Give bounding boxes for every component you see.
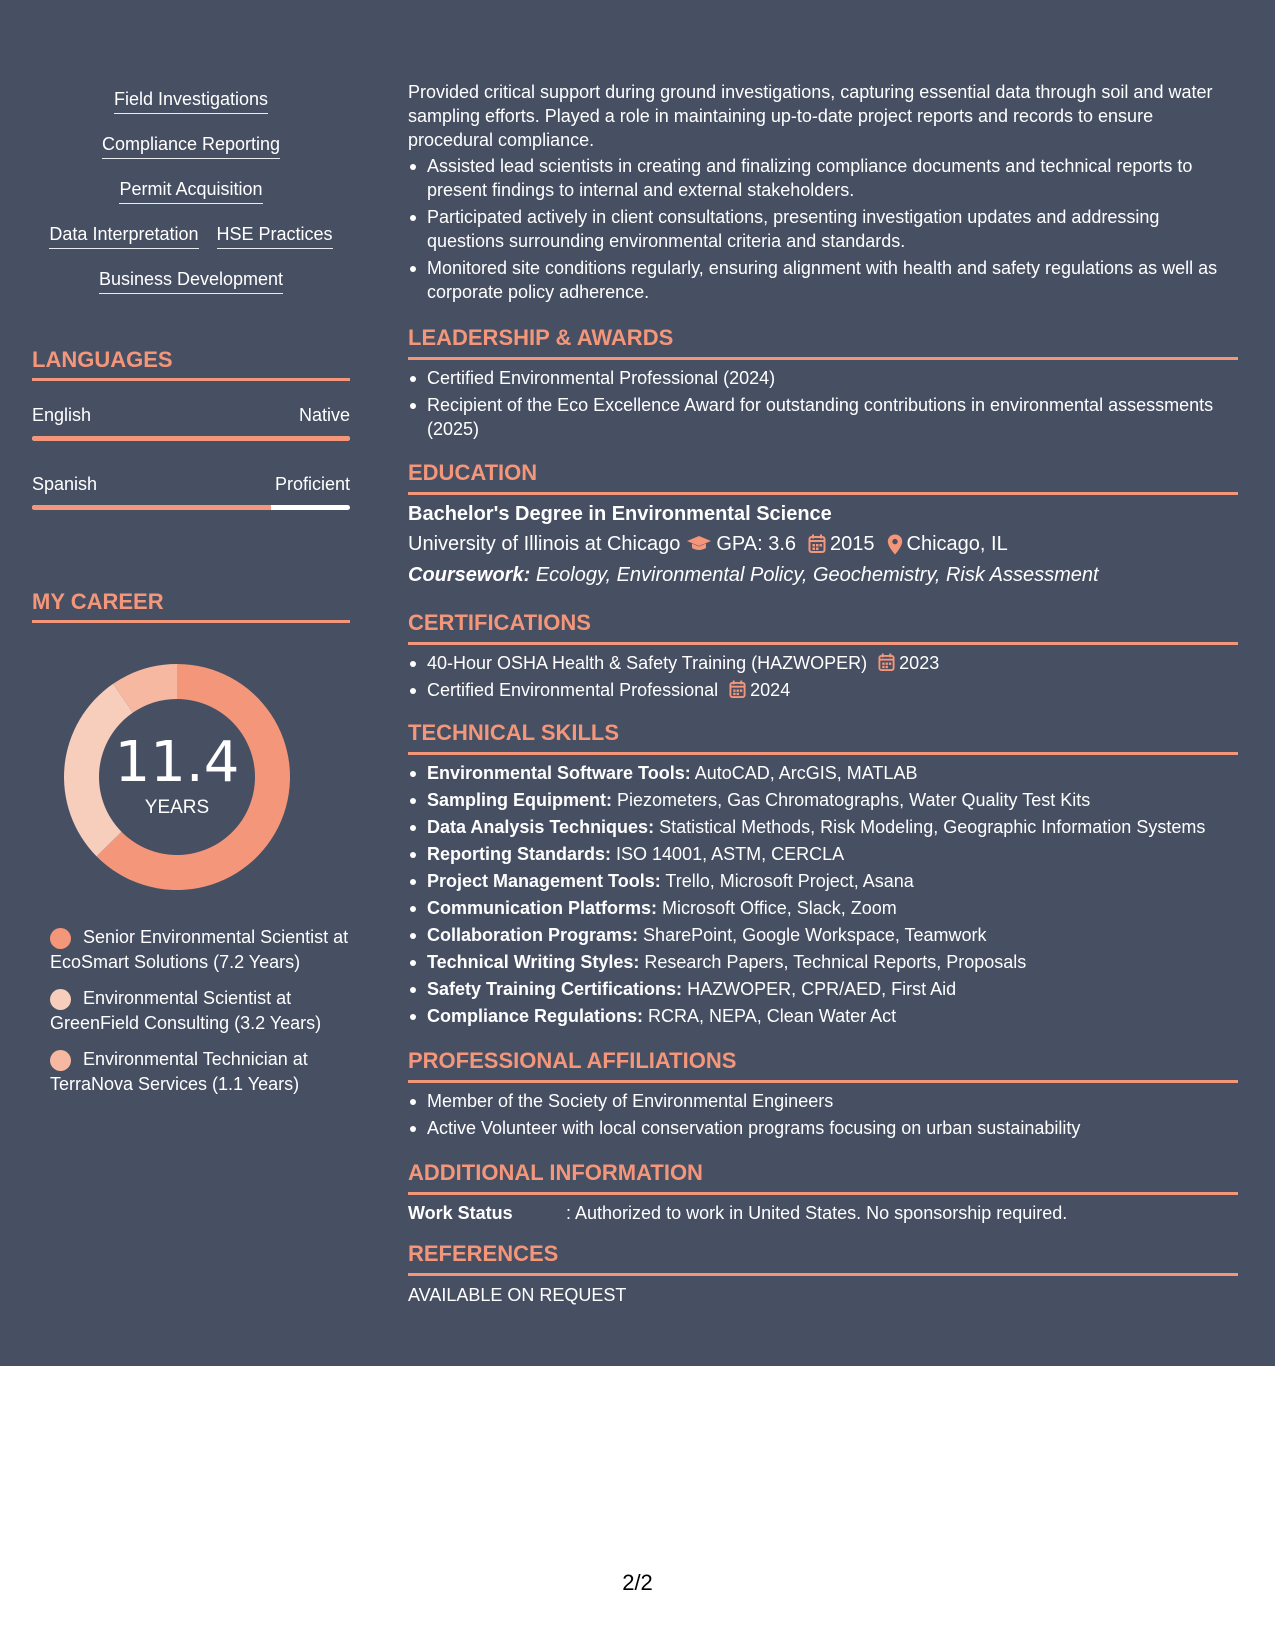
leadership-heading: LEADERSHIP & AWARDS [408, 325, 1238, 360]
education-year: 2015 [830, 533, 875, 555]
work-status [408, 1201, 1067, 1225]
technical-skill-item [408, 977, 1238, 1001]
career-donut-center [64, 664, 290, 890]
education-heading: EDUCATION [408, 460, 1238, 495]
technical-skill-item [408, 923, 1238, 947]
certification-name: 40-Hour OSHA Health & Safety Training (HAZWOPER) [427, 653, 868, 673]
education-degree: Bachelor's Degree in Environmental Science [408, 503, 832, 525]
experience-bullets [408, 154, 1238, 307]
references-text: AVAILABLE ON REQUEST [408, 1285, 627, 1305]
career-heading: MY CAREER [32, 589, 350, 623]
skill-label: Sampling Equipment: [427, 790, 613, 810]
career-item [50, 986, 350, 1035]
list-item: Recipient of the Eco Excellence Award for outstanding contributions in environmental assessments (2025) [408, 393, 1238, 441]
skill-tag: Business Development [99, 268, 283, 294]
affiliations-heading: PROFESSIONAL AFFILIATIONS [408, 1048, 1238, 1083]
language-level: Native [298, 405, 350, 425]
skill-value: RCRA, NEPA, Clean Water Act [648, 1006, 897, 1026]
skill-value: AutoCAD, ArcGIS, MATLAB [694, 763, 918, 783]
coursework-label: Coursework: [408, 564, 531, 586]
education-details [408, 531, 1008, 557]
career-donut [64, 664, 290, 890]
skill-tag: Field Investigations [114, 88, 268, 114]
languages-heading: LANGUAGES [32, 347, 350, 381]
career-dot [50, 1050, 71, 1071]
technical-skill-item [408, 842, 1238, 866]
language-english [32, 404, 350, 441]
skill-label: Reporting Standards: [427, 844, 612, 864]
language-name: Spanish [32, 474, 98, 494]
technical-skill-item [408, 788, 1238, 812]
language-level: Proficient [274, 474, 350, 494]
skill-value: Statistical Methods, Risk Modeling, Geographic Information Systems [659, 817, 1206, 837]
skill-label: Communication Platforms: [427, 898, 658, 918]
certifications-list [408, 651, 1238, 705]
skill-tag: Data Interpretation [49, 223, 198, 249]
skill-value: SharePoint, Google Workspace, Teamwork [643, 925, 987, 945]
language-bar-fill [32, 436, 350, 441]
education-school: University of Illinois at Chicago [408, 533, 681, 555]
skill-value: HAZWOPER, CPR/AED, First Aid [687, 979, 957, 999]
skill-row [32, 88, 350, 114]
career-total-unit: YEARS [144, 797, 210, 818]
skill-tag: HSE Practices [217, 223, 333, 249]
skill-tag: Compliance Reporting [102, 133, 280, 159]
certification-item [408, 678, 1238, 702]
language-bar [32, 436, 350, 441]
list-item: Certified Environmental Professional (2024) [408, 366, 1238, 390]
coursework-value: Ecology, Environmental Policy, Geochemistry, Risk Assessment [535, 564, 1099, 586]
list-item: Participated actively in client consultations, presenting investigation updates and addressing questions surrounding environmental criteria and standards. [408, 205, 1238, 253]
skill-row [32, 268, 350, 294]
language-name: English [32, 405, 92, 425]
certification-year: 2023 [899, 653, 940, 673]
skill-value: ISO 14001, ASTM, CERCLA [616, 844, 845, 864]
skill-value: Trello, Microsoft Project, Asana [665, 871, 914, 891]
graduation-cap-icon [686, 535, 712, 553]
technical-skill-item [408, 869, 1238, 893]
certification-item [408, 651, 1238, 675]
language-bar [32, 505, 350, 510]
career-item-text: Environmental Technician at TerraNova Services (1.1 Years) [50, 1049, 308, 1094]
career-dot [50, 928, 71, 949]
certification-name: Certified Environmental Professional [427, 680, 719, 700]
education-coursework [408, 562, 1099, 588]
career-total-years: 11.4 [114, 730, 240, 795]
skill-tag: Permit Acquisition [119, 178, 262, 204]
skill-label: Environmental Software Tools: [427, 763, 691, 783]
technical-skills-list [408, 761, 1238, 1031]
education-gpa: GPA: 3.6 [716, 533, 797, 555]
experience-summary: Provided critical support during ground investigations, capturing essential data through soil and water sampling efforts. Played a role in maintaining up-to-date project reports and records to ensure procedural compliance. [408, 82, 1213, 150]
leadership-list [408, 366, 1238, 444]
affiliations-list [408, 1089, 1238, 1143]
references-heading: REFERENCES [408, 1241, 1238, 1276]
career-legend [50, 925, 350, 1108]
list-item: Member of the Society of Environmental Engineers [408, 1089, 1238, 1113]
career-item [50, 1047, 350, 1096]
technical-skills-heading: TECHNICAL SKILLS [408, 720, 1238, 755]
calendar-icon [729, 680, 746, 699]
additional-info-heading: ADDITIONAL INFORMATION [408, 1160, 1238, 1195]
calendar-icon [878, 653, 895, 672]
skill-value: Piezometers, Gas Chromatographs, Water Quality Test Kits [617, 790, 1091, 810]
skill-label: Project Management Tools: [427, 871, 661, 891]
main-content [408, 0, 1238, 1366]
language-spanish [32, 473, 350, 510]
skill-row [32, 178, 350, 204]
certifications-heading: CERTIFICATIONS [408, 610, 1238, 645]
technical-skill-item [408, 950, 1238, 974]
work-status-value: : Authorized to work in United States. No sponsorship required. [566, 1203, 1068, 1223]
location-pin-icon [887, 534, 903, 555]
skill-value: Research Papers, Technical Reports, Proposals [644, 952, 1027, 972]
list-item: Active Volunteer with local conservation programs focusing on urban sustainability [408, 1116, 1238, 1140]
technical-skill-item [408, 761, 1238, 785]
technical-skill-item [408, 896, 1238, 920]
career-item [50, 925, 350, 974]
career-item-text: Senior Environmental Scientist at EcoSmart Solutions (7.2 Years) [50, 927, 349, 972]
skill-label: Safety Training Certifications: [427, 979, 683, 999]
calendar-icon [808, 534, 826, 554]
technical-skill-item [408, 1004, 1238, 1028]
career-dot [50, 989, 71, 1010]
page-number: 2/2 [622, 1570, 653, 1595]
skill-label: Data Analysis Techniques: [427, 817, 655, 837]
work-status-label: Work Status [408, 1203, 513, 1223]
certification-year: 2024 [750, 680, 791, 700]
skill-value: Microsoft Office, Slack, Zoom [662, 898, 897, 918]
sidebar [32, 0, 350, 1366]
education-location: Chicago, IL [906, 533, 1008, 555]
skill-row [32, 223, 350, 249]
skill-label: Technical Writing Styles: [427, 952, 640, 972]
list-item: Monitored site conditions regularly, ensuring alignment with health and safety regulations as well as corporate policy adherence. [408, 256, 1238, 304]
skill-label: Compliance Regulations: [427, 1006, 644, 1026]
list-item: Assisted lead scientists in creating and finalizing compliance documents and technical reports to present findings to internal and external stakeholders. [408, 154, 1238, 202]
technical-skill-item [408, 815, 1238, 839]
career-item-text: Environmental Scientist at GreenField Consulting (3.2 Years) [50, 988, 322, 1033]
skill-label: Collaboration Programs: [427, 925, 639, 945]
language-bar-fill [32, 505, 271, 510]
skill-row [32, 133, 350, 159]
